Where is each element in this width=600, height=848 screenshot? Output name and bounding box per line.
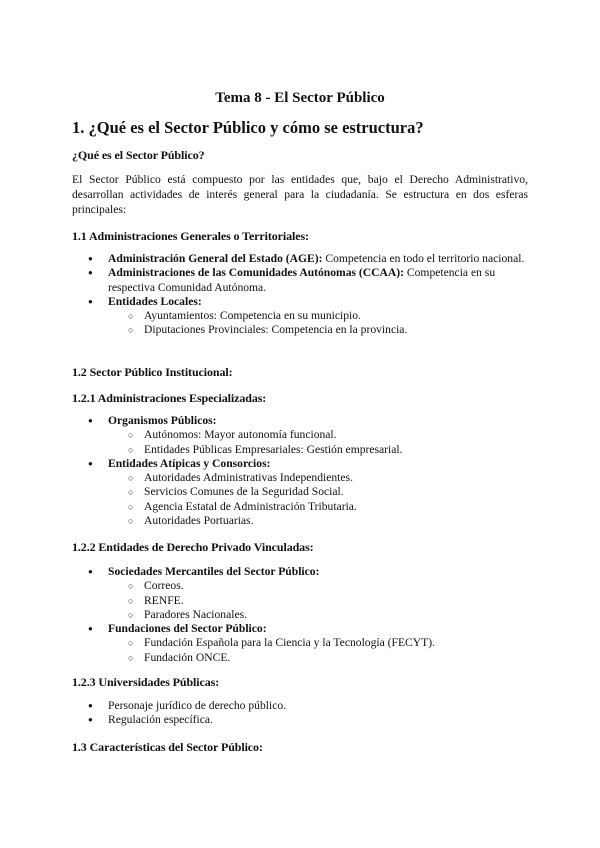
heading-1-2-1: 1.2.1 Administraciones Especializadas: [72,391,267,405]
list-item-text: Competencia en su respectiva Comunidad Autónoma. [108,266,496,294]
heading-1-3: 1.3 Características del Sector Público: [72,740,263,754]
question-heading: ¿Qué es el Sector Público? [72,148,205,162]
list-item-renfe: ○ RENFE. [72,594,528,608]
list-item-portuarias: ○ Autoridades Portuarias. [72,514,528,528]
list-item-label: Organismos Públicos: [108,414,217,427]
list-item-ayuntamientos: ○ Ayuntamientos: Competencia en su municipio. [72,309,528,323]
intro-paragraph: El Sector Público está compuesto por las entidades que, bajo el Derecho Administrativo, desarrollan actividades de interés general para la ciudadanía. Se estructura en dos esferas principales: [72,173,528,216]
list-item-epe: ○ Entidades Públicas Empresariales: Gestión empresarial. [72,443,528,457]
heading-1-2-2: 1.2.2 Entidades de Derecho Privado Vinculadas: [72,540,314,554]
list-item-label: Fundaciones del Sector Público: [108,622,267,636]
list-item-sociedades [72,565,528,579]
list-item-label: Entidades Atípicas y Consorcios: [108,456,271,470]
list-item-paradores: ○ Paradores Nacionales. [72,608,528,622]
list-item-organismos [72,414,528,428]
section-heading-1: 1. ¿Qué es el Sector Público y cómo se estructura? [72,118,424,137]
list-1-2-2 [72,565,528,665]
list-item-diputaciones: ○ Diputaciones Provinciales: Competencia en la provincia. [72,323,528,337]
list-item-label: Administraciones de las Comunidades Autónomas (CCAA): [108,266,404,280]
list-item-ccaa [72,266,528,295]
list-item-locales [72,295,528,309]
heading-1-1: 1.1 Administraciones Generales o Territoriales: [72,229,309,243]
list-1-2-1 [72,414,528,528]
list-1-2-3 [72,699,528,728]
list-item-label: Entidades Locales: [108,294,202,308]
list-item-correos: ○ Correos. [72,579,528,593]
list-item-label: Administración General del Estado (AGE): [108,252,323,265]
list-item-label: Sociedades Mercantiles del Sector Público: [108,565,320,578]
list-item-once: ○ Fundación ONCE. [72,651,528,665]
list-item-aai: ○ Autoridades Administrativas Independientes. [72,471,528,485]
heading-1-2: 1.2 Sector Público Institucional: [72,365,233,379]
list-1-1 [72,252,528,338]
list-item-scss: ○ Servicios Comunes de la Seguridad Social. [72,485,528,499]
list-item-atipicas [72,457,528,471]
list-item-age [72,252,528,266]
list-item-fundaciones [72,622,528,636]
list-item-autonomos: ○ Autónomos: Mayor autonomía funcional. [72,428,528,442]
heading-1-2-3: 1.2.3 Universidades Públicas: [72,675,220,689]
list-item-regulacion: ● Regulación específica. [72,713,528,727]
list-item-text: Competencia en todo el territorio nacional. [322,252,525,265]
list-item-aeat: ○ Agencia Estatal de Administración Tributaria. [72,500,528,514]
list-item-personalidad: ● Personaje jurídico de derecho público. [72,699,528,713]
document-title: Tema 8 - El Sector Público [215,90,385,106]
list-item-fecyt: ○ Fundación Española para la Ciencia y la Tecnología (FECYT). [72,636,528,650]
